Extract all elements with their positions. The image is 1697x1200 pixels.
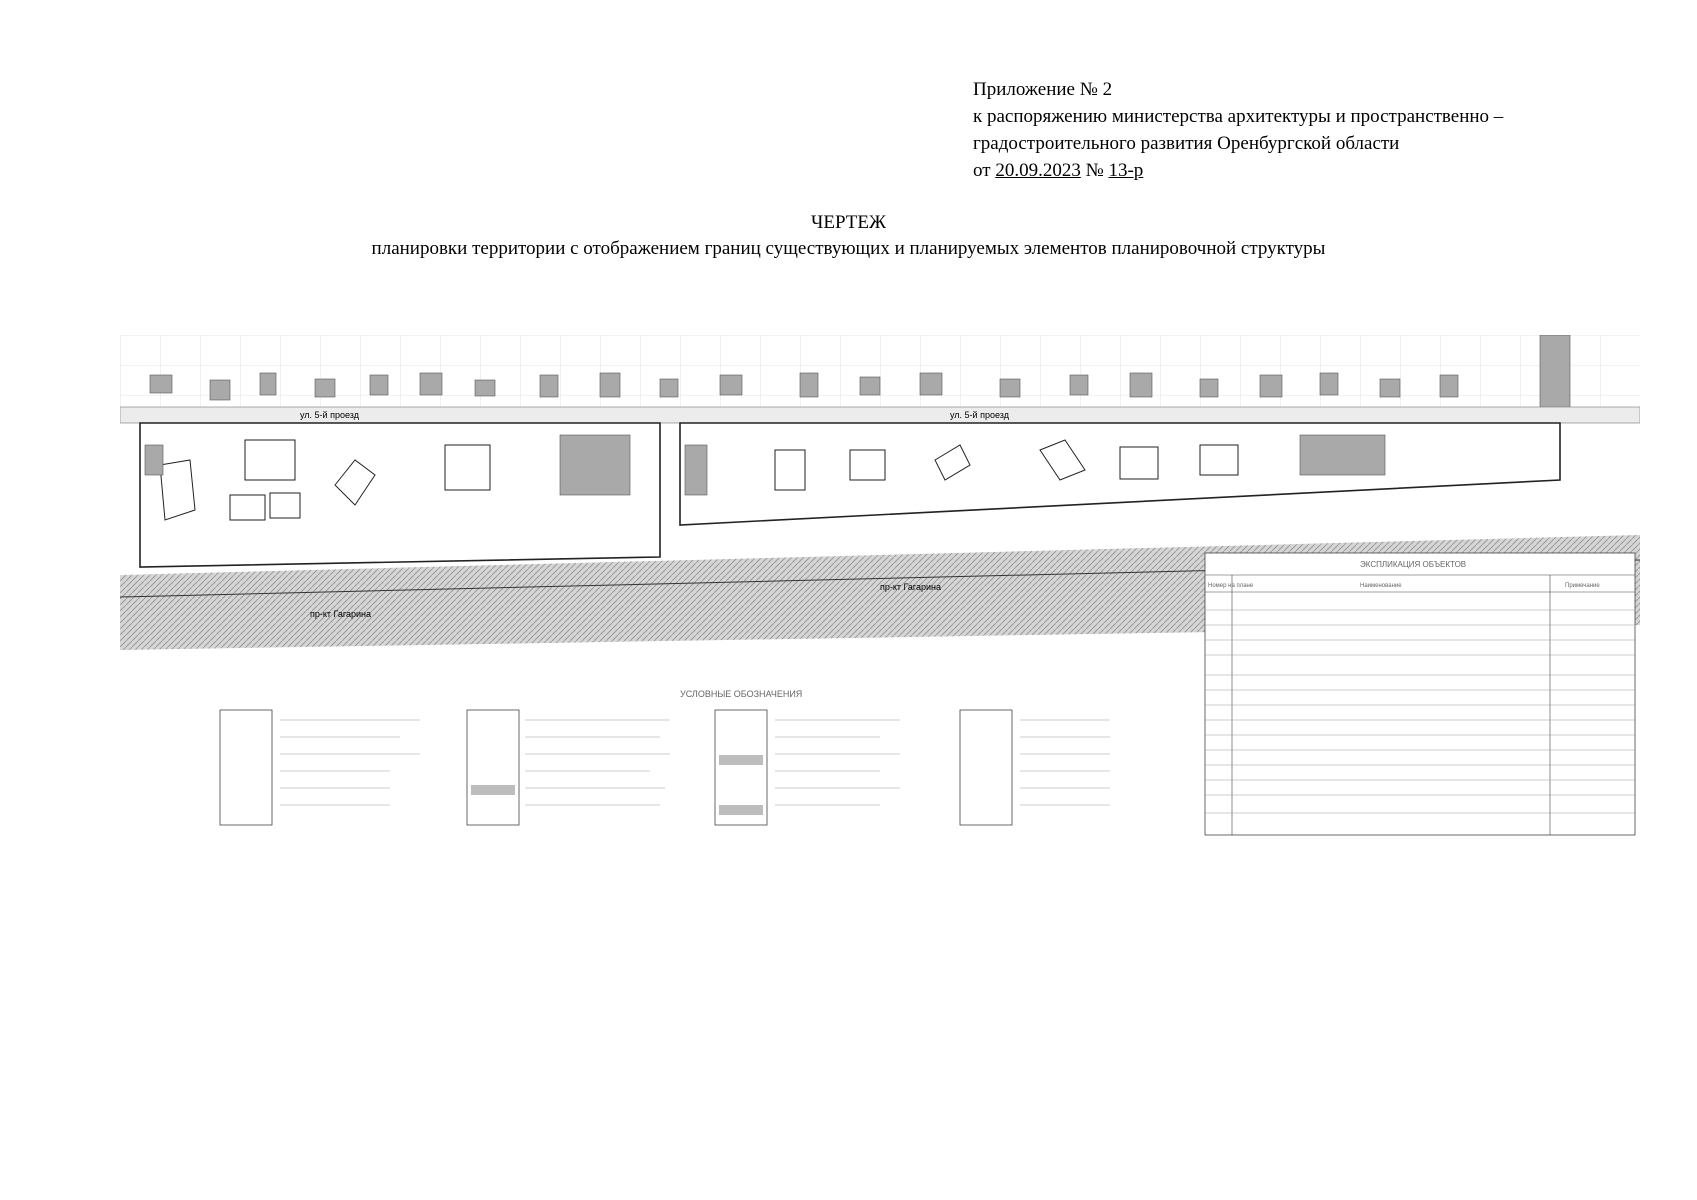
drawing-subtitle: планировки территории с отображением границ существующих и планируемых элементов планировочной структуры: [371, 238, 1326, 259]
legend: [220, 710, 1110, 825]
table-title: ЭКСПЛИКАЦИЯ ОБЪЕКТОВ: [1360, 560, 1467, 569]
table-header-name: Наименование: [1360, 583, 1402, 589]
date-prefix: от: [973, 160, 991, 181]
top-street-label-right: ул. 5-й проезд: [950, 410, 1009, 420]
header-line-2: к распоряжению министерства архитектуры и пространственно –: [973, 106, 1504, 127]
header-line-3: градостроительного развития Оренбургской области: [973, 133, 1400, 154]
drawing-title: ЧЕРТЕЖ: [811, 212, 886, 233]
existing-buildings: [145, 435, 1385, 495]
top-residential-strip: [120, 335, 1640, 415]
legend-title: УСЛОВНЫЕ ОБОЗНАЧЕНИЯ: [680, 689, 803, 699]
avenue-label-center: пр-кт Гагарина: [880, 582, 942, 592]
number-sign: №: [1085, 160, 1104, 181]
appendix-label: Приложение № 2: [973, 79, 1113, 100]
top-street-label-left: ул. 5-й проезд: [300, 410, 359, 420]
table-header-number: Номер на плане: [1208, 583, 1254, 589]
avenue-label-left: пр-кт Гагарина: [310, 609, 372, 619]
document-date: 20.09.2023: [995, 160, 1081, 181]
explication-table: [1205, 553, 1635, 835]
planning-drawing: [120, 335, 1640, 850]
document-number: 13-р: [1108, 160, 1144, 181]
document-header: [973, 76, 1673, 184]
header-date-line: [973, 157, 1673, 184]
table-header-note: Примечание: [1565, 583, 1600, 589]
